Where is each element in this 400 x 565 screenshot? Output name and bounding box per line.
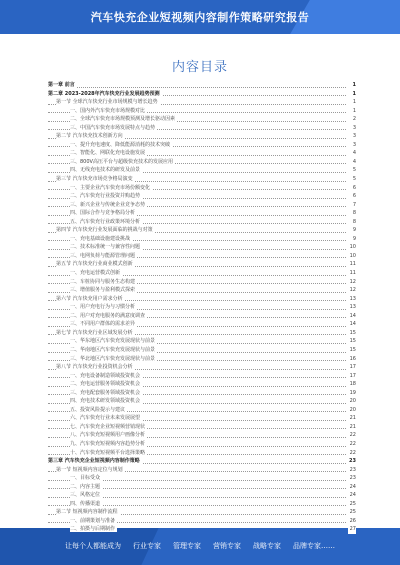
toc-entry-page: 14 xyxy=(349,321,356,328)
toc-entry-title: 第五节 汽车快充行业商业模式创新 xyxy=(56,261,133,268)
toc-entry-title: 第一章 前言 xyxy=(48,82,75,88)
toc-entry-title: 三、充电配套服务领域投资机会 xyxy=(70,389,141,396)
toc-entry-page: 15 xyxy=(349,338,356,345)
toc-entry-page: 22 xyxy=(349,432,356,439)
toc-entry[interactable] xyxy=(48,286,356,295)
toc-entry[interactable] xyxy=(48,355,356,364)
toc-entry-page: 10 xyxy=(349,244,356,251)
toc-entry-title: 二、充电运营服务领域投资机会 xyxy=(70,381,141,388)
toc-entry[interactable] xyxy=(48,107,356,116)
toc-entry-page: 7 xyxy=(352,201,356,208)
toc-entry-page: 20 xyxy=(349,398,356,405)
toc-entry[interactable] xyxy=(48,141,356,150)
toc-entry-page: 3 xyxy=(352,141,356,148)
toc-entry[interactable] xyxy=(48,517,356,526)
toc-entry-title: 八、汽车快充短视频用户画像分析 xyxy=(70,432,146,439)
footer-slogan-item: 营销专家 xyxy=(213,542,241,550)
toc-entry-page: 17 xyxy=(349,364,356,371)
toc-entry[interactable] xyxy=(48,474,356,483)
toc-entry-title: 第四节 汽车快充行业发展面临的挑战与对策 xyxy=(56,227,153,234)
toc-entry-page: 9 xyxy=(352,227,356,234)
toc-heading: 内容目录 xyxy=(171,60,228,75)
toc-entry-page: 13 xyxy=(349,304,356,311)
toc-entry[interactable] xyxy=(48,124,356,133)
toc-entry-title: 一、充电基础设施建设挑战 xyxy=(70,235,131,242)
toc-entry[interactable] xyxy=(48,457,356,466)
toc-entry-title: 一、前期策划与准备 xyxy=(70,517,116,524)
toc-entry-page: 15 xyxy=(349,346,356,353)
toc-entry-title: 二、全球汽车快充市场规模预测及增长驱动因素 xyxy=(70,116,176,123)
toc-entry[interactable] xyxy=(48,372,356,381)
toc-entry-title: 三、电网负荷与能源管理问题 xyxy=(70,252,136,259)
toc-entry-title: 七、汽车快充企业短视频营销现状 xyxy=(70,423,146,430)
toc-entry-title: 五、汽车快充行业政策环境分析 xyxy=(70,218,141,225)
toc-entry-page: 25 xyxy=(349,500,356,507)
toc-entry[interactable] xyxy=(48,175,356,184)
toc-entry-title: 一、充电运营模式创新 xyxy=(70,270,121,277)
toc-entry-page: 5 xyxy=(352,167,356,174)
toc-entry[interactable] xyxy=(48,158,356,167)
toc-entry-title: 二、技术标准统一与兼容性问题 xyxy=(70,244,141,251)
toc-entry-title: 一、用户充电行为与习惯分析 xyxy=(70,304,136,311)
toc-entry[interactable] xyxy=(48,132,356,141)
toc-entry-page: 12 xyxy=(349,287,356,294)
toc-entry-page: 19 xyxy=(349,389,356,396)
toc-entry-page: 15 xyxy=(349,329,356,336)
toc-entry-title: 二、用户对充电服务的满意度调查 xyxy=(70,312,146,319)
toc-entry[interactable] xyxy=(48,98,356,107)
toc-entry-title: 二、智能化、网联化充电设施发展 xyxy=(70,150,146,157)
toc-entry-page: 24 xyxy=(349,483,356,490)
toc-entry-title: 第三章 汽车快充企业短视频内容制作策略 xyxy=(48,458,140,465)
report-title: 汽车快充企业短视频内容制作策略研究报告 xyxy=(90,11,310,24)
toc-entry-title: 第八节 汽车快充行业投资机会分析 xyxy=(56,364,133,371)
table-of-contents xyxy=(48,81,356,534)
toc-entry-title: 三、新兴企业与传统企业竞争态势 xyxy=(70,201,146,208)
toc-entry[interactable] xyxy=(48,320,356,329)
toc-entry-page: 8 xyxy=(352,210,356,217)
toc-entry-page: 1 xyxy=(352,82,356,88)
toc-entry-page: 4 xyxy=(352,150,356,157)
toc-entry-page: 22 xyxy=(349,440,356,447)
toc-entry-title: 第二节 短视频内容制作流程 xyxy=(56,509,118,516)
toc-entry-title: 一、华东地区汽车快充发展现状与前景 xyxy=(70,338,156,345)
toc-entry-title: 四、国际合作与竞争格局分析 xyxy=(70,210,136,217)
toc-entry-title: 第二节 汽车快充技术创新方向 xyxy=(56,133,123,140)
toc-entry[interactable] xyxy=(48,252,356,261)
toc-entry[interactable] xyxy=(48,115,356,124)
toc-entry-page: 27 xyxy=(349,526,356,533)
page-footer xyxy=(0,528,400,565)
toc-entry-page: 11 xyxy=(349,270,356,277)
toc-entry-title: 第一节 全球汽车快充行业市场规模与增长趋势 xyxy=(56,99,158,106)
toc-entry-title: 一、充电设备制造领域投资机会 xyxy=(70,372,141,379)
toc-entry-title: 三、不同用户群体的需求差异 xyxy=(70,321,136,328)
toc-entry-title: 四、充电技术研发领域投资机会 xyxy=(70,398,141,405)
toc-entry-page: 20 xyxy=(349,406,356,413)
toc-entry[interactable] xyxy=(48,243,356,252)
toc-entry-page: 21 xyxy=(349,423,356,430)
toc-entry[interactable] xyxy=(48,423,356,432)
toc-entry-title: 四、传播渠道 xyxy=(70,500,101,507)
footer-slogan-item: 品牌专家…… xyxy=(293,542,335,550)
toc-entry-title: 第三节 汽车快充市场竞争格局演变 xyxy=(56,176,133,183)
toc-entry-page: 18 xyxy=(349,381,356,388)
toc-entry-page: 1 xyxy=(352,90,356,97)
toc-entry[interactable] xyxy=(48,192,356,201)
toc-entry-title: 二、华南地区汽车快充发展现状与前景 xyxy=(70,346,156,353)
toc-entry-page: 23 xyxy=(349,458,356,465)
toc-entry[interactable] xyxy=(48,269,356,278)
toc-entry-title: 一、目标受众 xyxy=(70,475,101,482)
toc-entry[interactable] xyxy=(48,312,356,321)
toc-entry[interactable] xyxy=(48,466,356,475)
toc-entry-page: 1 xyxy=(352,107,356,114)
toc-entry[interactable] xyxy=(48,201,356,210)
toc-entry-page: 23 xyxy=(349,466,356,473)
toc-entry[interactable] xyxy=(48,491,356,500)
toc-entry-page: 6 xyxy=(352,184,356,191)
toc-entry-page: 2 xyxy=(352,116,356,123)
toc-entry-title: 十、汽车快充短视频平台选择策略 xyxy=(70,449,146,456)
toc-entry[interactable] xyxy=(48,260,356,269)
toc-entry-title: 四、无线充电技术的研发及前景 xyxy=(70,167,141,174)
toc-entry[interactable] xyxy=(48,184,356,193)
toc-entry-title: 第七节 汽车快充行业区域发展分析 xyxy=(56,329,133,336)
toc-entry-page: 26 xyxy=(349,517,356,524)
toc-entry-title: 五、投资风险提示与建议 xyxy=(70,406,126,413)
toc-entry-page: 3 xyxy=(352,133,356,140)
footer-slogan-item: 战略专家 xyxy=(253,542,281,550)
toc-entry-title: 一、提升充电速度、降低能源消耗的技术突破 xyxy=(70,141,171,148)
toc-entry[interactable] xyxy=(48,508,356,517)
toc-entry[interactable] xyxy=(48,226,356,235)
toc-entry[interactable] xyxy=(48,81,356,90)
toc-entry-title: 一、主要企业汽车快充市场份额变化 xyxy=(70,184,151,191)
toc-entry-title: 六、汽车快充行业未来发展展望 xyxy=(70,415,141,422)
toc-entry-page: 23 xyxy=(349,475,356,482)
toc-entry-page: 1 xyxy=(352,99,356,106)
toc-entry[interactable] xyxy=(48,303,356,312)
footer-slogan-item: 让每个人都能成为 xyxy=(65,542,121,550)
toc-entry-title: 二、拍摄与后期制作 xyxy=(70,526,116,533)
page-header xyxy=(0,0,400,34)
toc-entry[interactable] xyxy=(48,483,356,492)
toc-entry-page: 22 xyxy=(349,449,356,456)
toc-entry[interactable] xyxy=(48,346,356,355)
toc-entry-title: 第一节 短视频内容定位与规划 xyxy=(56,466,123,473)
toc-entry-page: 21 xyxy=(349,415,356,422)
toc-entry-title: 三、800V高压平台与超级快充技术的发展应用 xyxy=(70,158,173,165)
toc-entry-page: 16 xyxy=(349,355,356,362)
toc-entry-page: 3 xyxy=(352,124,356,131)
toc-entry[interactable] xyxy=(48,389,356,398)
toc-entry-page: 25 xyxy=(349,509,356,516)
toc-entry-page: 9 xyxy=(352,235,356,242)
toc-entry[interactable] xyxy=(48,209,356,218)
toc-entry-page: 5 xyxy=(352,176,356,183)
toc-entry-title: 第六节 汽车快充用户需求分析 xyxy=(56,295,123,302)
toc-entry[interactable] xyxy=(48,90,356,99)
toc-entry-page: 24 xyxy=(349,492,356,499)
footer-slogan-item: 行业专家 xyxy=(133,542,161,550)
toc-entry-page: 8 xyxy=(352,218,356,225)
toc-entry[interactable] xyxy=(48,449,356,458)
toc-leader-dots xyxy=(48,87,346,88)
toc-entry-page: 12 xyxy=(349,278,356,285)
toc-entry[interactable] xyxy=(48,414,356,423)
toc-entry-title: 一、国内外汽车快充市场规模对比 xyxy=(70,107,146,114)
toc-entry-title: 三、风格定位 xyxy=(70,492,101,499)
toc-entry-title: 三、增值服务与盈利模式探索 xyxy=(70,287,136,294)
toc-entry-title: 第二章 2023-2028年汽车快充行业发展趋势预测 xyxy=(48,90,160,97)
toc-entry-title: 二、内容主题 xyxy=(70,483,101,490)
toc-entry-title: 三、华北地区汽车快充发展现状与前景 xyxy=(70,355,156,362)
toc-entry[interactable] xyxy=(48,218,356,227)
toc-entry-title: 二、车桩协同与服务生态构建 xyxy=(70,278,136,285)
toc-entry[interactable] xyxy=(48,440,356,449)
toc-entry[interactable] xyxy=(48,363,356,372)
toc-entry[interactable] xyxy=(48,406,356,415)
toc-entry-title: 三、中国汽车快充市场发展特点与趋势 xyxy=(70,124,156,131)
toc-entry-page: 6 xyxy=(352,193,356,200)
footer-slogan-item: 管理专家 xyxy=(173,542,201,550)
footer-slogan xyxy=(0,541,400,551)
toc-entry[interactable] xyxy=(48,380,356,389)
toc-entry[interactable] xyxy=(48,235,356,244)
toc-entry-title: 九、汽车快充短视频内容趋势分析 xyxy=(70,440,146,447)
toc-entry[interactable] xyxy=(48,149,356,158)
toc-entry-page: 11 xyxy=(349,261,356,268)
toc-entry-page: 10 xyxy=(349,252,356,259)
toc-entry-page: 13 xyxy=(349,295,356,302)
toc-entry-page: 17 xyxy=(349,372,356,379)
toc-entry[interactable] xyxy=(48,337,356,346)
toc-entry[interactable] xyxy=(48,166,356,175)
toc-entry[interactable] xyxy=(48,431,356,440)
toc-entry-title: 二、汽车快充行业投资并购趋势 xyxy=(70,193,141,200)
toc-entry[interactable] xyxy=(48,500,356,509)
toc-entry-page: 4 xyxy=(352,158,356,165)
toc-entry-page: 14 xyxy=(349,312,356,319)
toc-entry[interactable] xyxy=(48,295,356,304)
toc-entry[interactable] xyxy=(48,278,356,287)
toc-entry[interactable] xyxy=(48,329,356,338)
toc-entry[interactable] xyxy=(48,397,356,406)
